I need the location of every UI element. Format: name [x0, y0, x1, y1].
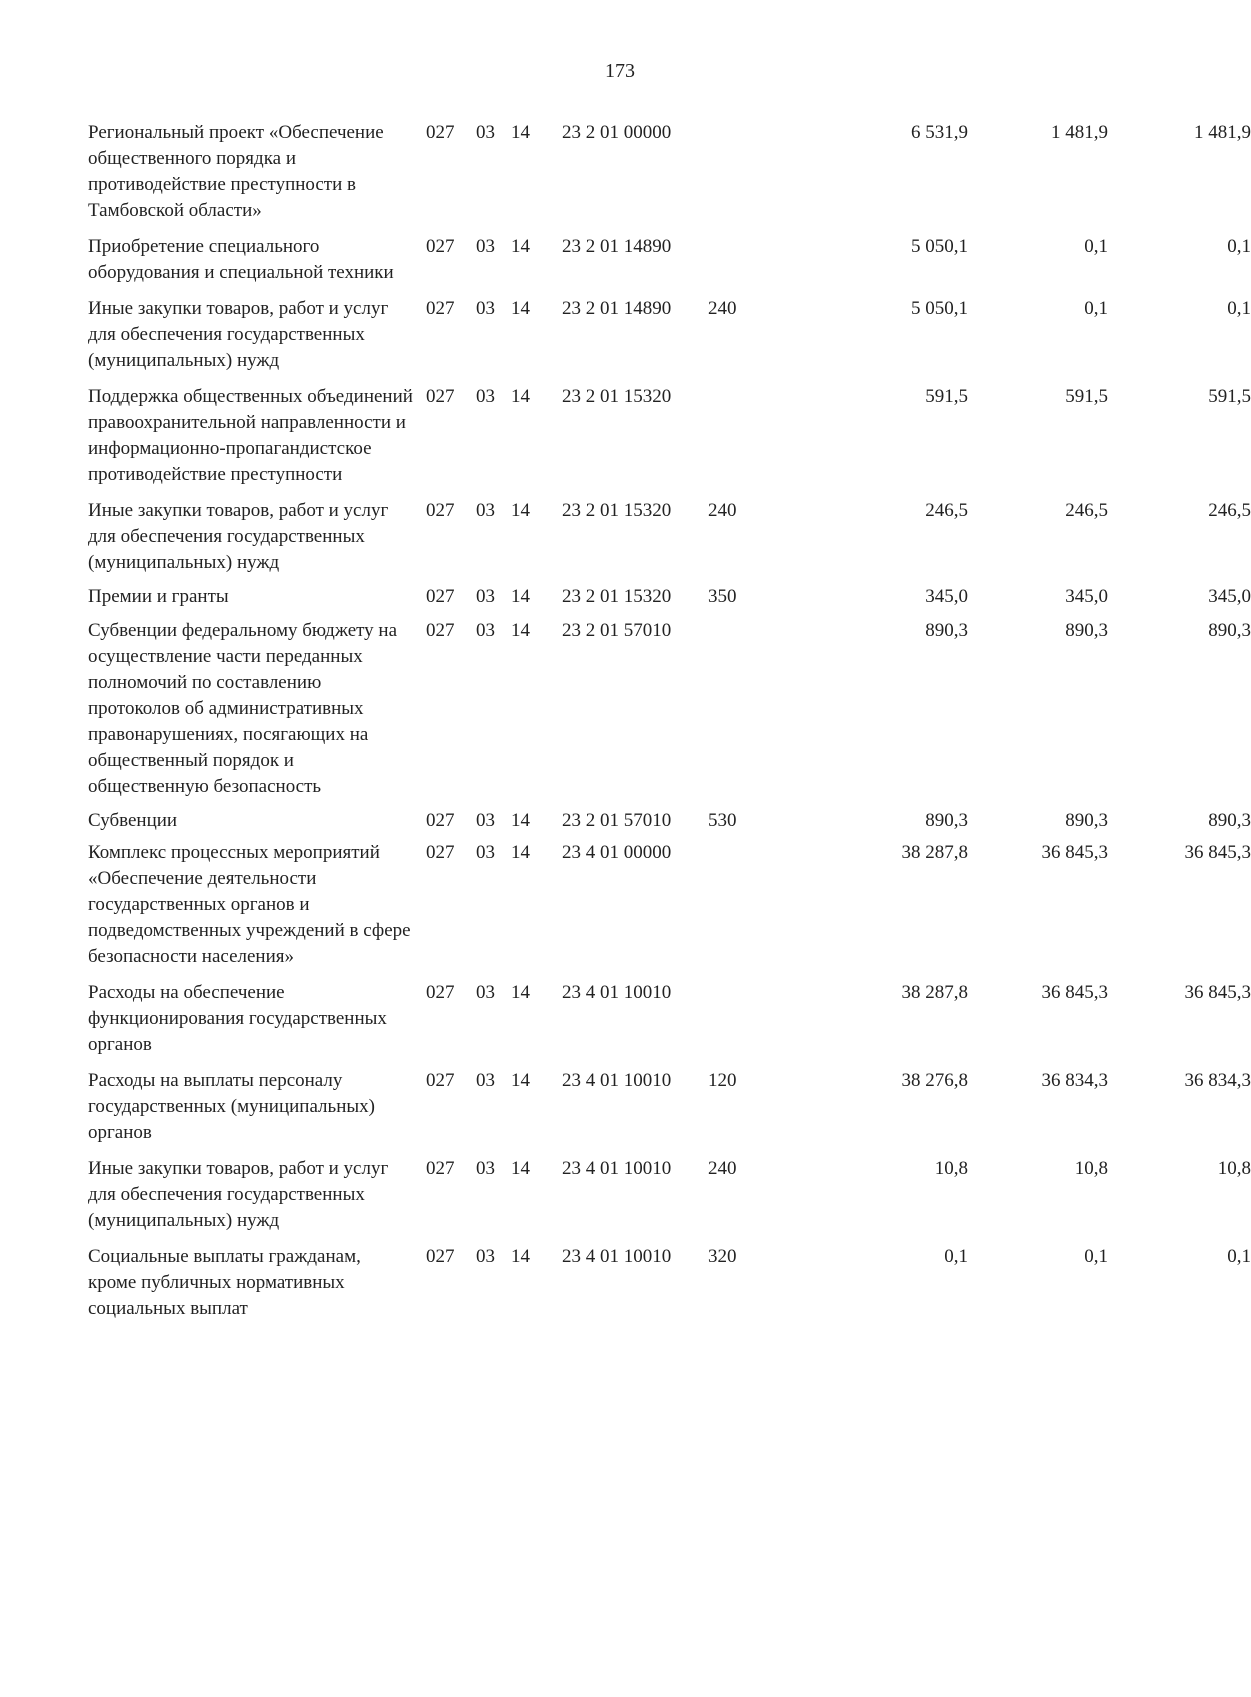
row-name: Поддержка общественных объединений правоохранительной направленности и информационно-пропагандистское противодействие преступности [88, 386, 413, 485]
row-name: Расходы на выплаты персоналу государственных (муниципальных) органов [88, 1070, 375, 1143]
row-amount-3: 246,5 [1208, 500, 1251, 521]
row-vedomstvo: 027 [426, 386, 455, 407]
table-row [88, 980, 1251, 1058]
row-subsection: 14 [511, 386, 530, 407]
row-vedomstvo: 027 [426, 1070, 455, 1091]
row-amount-2: 591,5 [1065, 386, 1108, 407]
row-subsection: 14 [511, 1070, 530, 1091]
row-subsection: 14 [511, 236, 530, 257]
row-vedomstvo: 027 [426, 298, 455, 319]
row-vr: 240 [708, 500, 737, 521]
table-row [88, 296, 1251, 374]
row-name: Региональный проект «Обеспечение общественного порядка и противодействие преступности в Тамбовской области» [88, 122, 384, 221]
row-vedomstvo: 027 [426, 500, 455, 521]
row-amount-2: 0,1 [1084, 1246, 1108, 1267]
row-section: 03 [476, 500, 495, 521]
row-target: 23 4 01 10010 [562, 1246, 672, 1267]
row-amount-2: 246,5 [1065, 500, 1108, 521]
row-amount-3: 591,5 [1208, 386, 1251, 407]
row-amount-3: 36 845,3 [1184, 982, 1251, 1003]
row-section: 03 [476, 122, 495, 143]
row-amount-1: 890,3 [925, 620, 968, 641]
row-vr: 240 [708, 1158, 737, 1179]
row-amount-1: 5 050,1 [911, 236, 968, 257]
row-target: 23 4 01 10010 [562, 1158, 672, 1179]
row-target: 23 2 01 57010 [562, 620, 672, 641]
row-vedomstvo: 027 [426, 586, 455, 607]
row-amount-3: 0,1 [1227, 298, 1251, 319]
row-subsection: 14 [511, 500, 530, 521]
budget-table [88, 120, 1251, 1322]
row-target: 23 4 01 00000 [562, 842, 672, 863]
table-row [88, 840, 1251, 970]
row-name: Комплекс процессных мероприятий «Обеспечение деятельности государственных органов и подведомственных учреждений в сфере безопасности населения» [88, 842, 411, 967]
row-vedomstvo: 027 [426, 122, 455, 143]
row-amount-1: 591,5 [925, 386, 968, 407]
row-section: 03 [476, 1246, 495, 1267]
row-subsection: 14 [511, 298, 530, 319]
row-name: Иные закупки товаров, работ и услуг для обеспечения государственных (муниципальных) нужд [88, 298, 389, 371]
row-amount-1: 890,3 [925, 810, 968, 831]
row-vr: 240 [708, 298, 737, 319]
page-number: 173 [605, 60, 635, 82]
table-row [88, 384, 1251, 488]
row-subsection: 14 [511, 1246, 530, 1267]
row-section: 03 [476, 1158, 495, 1179]
table-row [88, 234, 1251, 286]
row-name: Субвенции [88, 810, 178, 831]
row-section: 03 [476, 842, 495, 863]
row-amount-2: 10,8 [1074, 1158, 1108, 1179]
row-name: Премии и гранты [88, 586, 229, 607]
row-amount-1: 345,0 [925, 586, 968, 607]
row-vedomstvo: 027 [426, 810, 455, 831]
row-vedomstvo: 027 [426, 842, 455, 863]
row-name: Приобретение специального оборудования и специальной техники [88, 236, 394, 283]
row-section: 03 [476, 1070, 495, 1091]
table-row [88, 1068, 1251, 1146]
row-amount-3: 1 481,9 [1194, 122, 1251, 143]
row-amount-2: 345,0 [1065, 586, 1108, 607]
table-row [88, 498, 1251, 576]
row-vedomstvo: 027 [426, 1246, 455, 1267]
row-section: 03 [476, 586, 495, 607]
row-vr: 350 [708, 586, 737, 607]
row-section: 03 [476, 236, 495, 257]
table-row [88, 120, 1251, 224]
row-subsection: 14 [511, 122, 530, 143]
row-amount-2: 1 481,9 [1051, 122, 1108, 143]
row-subsection: 14 [511, 1158, 530, 1179]
row-target: 23 2 01 14890 [562, 236, 672, 257]
row-amount-2: 36 834,3 [1041, 1070, 1108, 1091]
row-name: Социальные выплаты гражданам, кроме публичных нормативных социальных выплат [88, 1246, 361, 1319]
row-vr: 320 [708, 1246, 737, 1267]
row-amount-3: 36 834,3 [1184, 1070, 1251, 1091]
row-target: 23 2 01 14890 [562, 298, 672, 319]
row-name: Субвенции федеральному бюджету на осуществление части переданных полномочий по составлению протоколов об административных правонарушениях, посягающих на общественный порядок и общественную безопасность [88, 620, 398, 797]
row-target: 23 4 01 10010 [562, 982, 672, 1003]
row-amount-1: 38 287,8 [901, 842, 968, 863]
row-vedomstvo: 027 [426, 1158, 455, 1179]
table-row [88, 618, 1251, 800]
row-amount-1: 38 276,8 [901, 1070, 968, 1091]
row-amount-1: 38 287,8 [901, 982, 968, 1003]
row-amount-2: 36 845,3 [1041, 982, 1108, 1003]
row-section: 03 [476, 620, 495, 641]
row-amount-3: 890,3 [1208, 810, 1251, 831]
row-amount-1: 246,5 [925, 500, 968, 521]
row-amount-1: 0,1 [944, 1246, 968, 1267]
row-target: 23 2 01 57010 [562, 810, 672, 831]
row-amount-1: 6 531,9 [911, 122, 968, 143]
row-subsection: 14 [511, 810, 530, 831]
row-vr: 530 [708, 810, 737, 831]
row-vedomstvo: 027 [426, 236, 455, 257]
row-section: 03 [476, 298, 495, 319]
row-name: Иные закупки товаров, работ и услуг для обеспечения государственных (муниципальных) нужд [88, 1158, 389, 1231]
row-amount-3: 345,0 [1208, 586, 1251, 607]
row-subsection: 14 [511, 586, 530, 607]
row-target: 23 2 01 15320 [562, 386, 672, 407]
row-amount-2: 890,3 [1065, 620, 1108, 641]
table-row [88, 1156, 1251, 1234]
row-section: 03 [476, 386, 495, 407]
row-amount-3: 10,8 [1217, 1158, 1251, 1179]
row-amount-1: 5 050,1 [911, 298, 968, 319]
row-target: 23 2 01 00000 [562, 122, 672, 143]
row-target: 23 2 01 15320 [562, 500, 672, 521]
table-row [88, 808, 1251, 834]
row-name: Иные закупки товаров, работ и услуг для обеспечения государственных (муниципальных) нужд [88, 500, 389, 573]
row-amount-1: 10,8 [934, 1158, 968, 1179]
row-vedomstvo: 027 [426, 620, 455, 641]
row-amount-3: 890,3 [1208, 620, 1251, 641]
row-vedomstvo: 027 [426, 982, 455, 1003]
row-subsection: 14 [511, 620, 530, 641]
row-section: 03 [476, 810, 495, 831]
table-row [88, 584, 1251, 610]
row-amount-2: 36 845,3 [1041, 842, 1108, 863]
row-amount-3: 0,1 [1227, 236, 1251, 257]
row-amount-2: 890,3 [1065, 810, 1108, 831]
row-amount-2: 0,1 [1084, 298, 1108, 319]
row-target: 23 4 01 10010 [562, 1070, 672, 1091]
row-amount-2: 0,1 [1084, 236, 1108, 257]
row-amount-3: 0,1 [1227, 1246, 1251, 1267]
row-subsection: 14 [511, 982, 530, 1003]
row-section: 03 [476, 982, 495, 1003]
row-subsection: 14 [511, 842, 530, 863]
row-vr: 120 [708, 1070, 737, 1091]
row-amount-3: 36 845,3 [1184, 842, 1251, 863]
row-name: Расходы на обеспечение функционирования государственных органов [88, 982, 387, 1055]
row-target: 23 2 01 15320 [562, 586, 672, 607]
table-row [88, 1244, 1251, 1322]
